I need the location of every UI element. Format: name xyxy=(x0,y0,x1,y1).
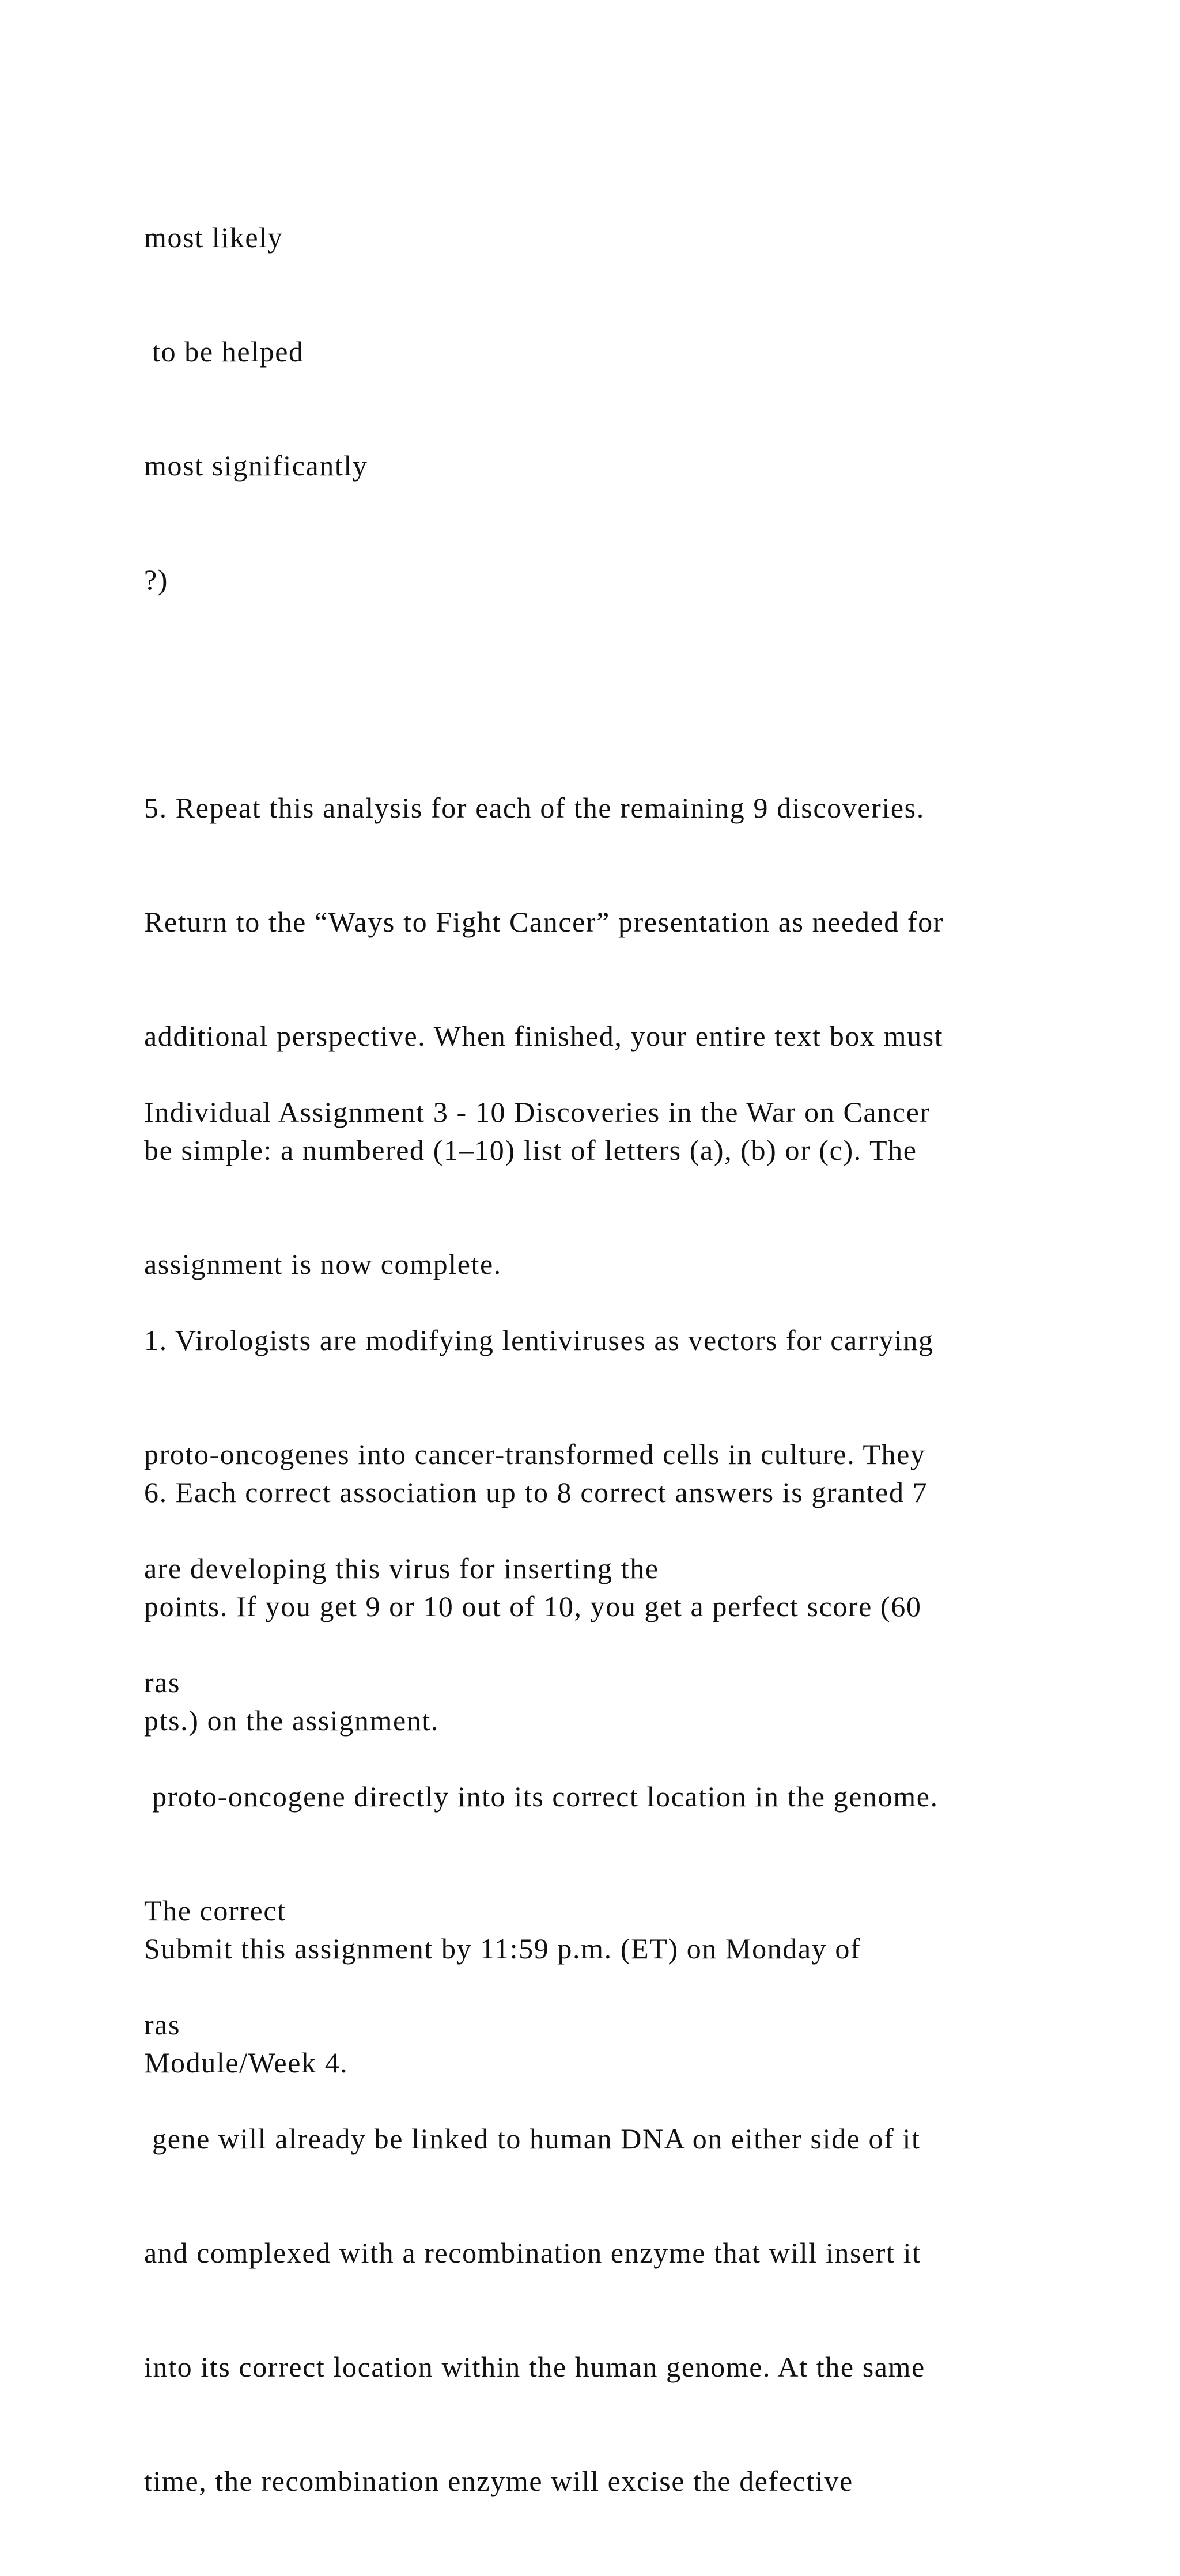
text-line: be simple: a numbered (1–10) list of letters (a), (b) or (c). The xyxy=(144,1134,917,1166)
text-line: are developing this virus for inserting the xyxy=(144,1552,659,1584)
text-line: Return to the “Ways to Fight Cancer” presentation as needed for xyxy=(144,906,944,938)
text-line: The correct xyxy=(144,1894,286,1927)
text-line: and complexed with a recombination enzyme that will insert it xyxy=(144,2237,921,2269)
text-line: proto-oncogene directly into its correct location in the genome. xyxy=(144,1780,939,1813)
blank-line xyxy=(144,1207,1124,1245)
text-line: assignment is now complete. xyxy=(144,1248,502,1280)
text-line: points. If you get 9 or 10 out of 10, you get a perfect score (60 xyxy=(144,1590,922,1622)
assignment-title: Individual Assignment 3 - 10 Discoveries in the War on Cancer xyxy=(144,1096,931,1128)
text-line: ?) xyxy=(144,563,169,596)
text-line: additional perspective. When finished, your entire text box must xyxy=(144,1020,944,1052)
text-line: pts.) on the assignment. xyxy=(144,1704,439,1737)
text-line: to be helped xyxy=(144,335,304,368)
blank-line xyxy=(144,675,1124,713)
text-line: Module/Week 4. xyxy=(144,2047,349,2079)
text-line: into its correct location within the human genome. At the same xyxy=(144,2351,925,2383)
text-line: time, the recombination enzyme will excise the defective xyxy=(144,2465,853,2497)
text-line: most likely xyxy=(144,221,283,254)
text-block-assignment xyxy=(144,1017,1124,2576)
text-line: ras xyxy=(144,1666,181,1699)
text-line: 5. Repeat this analysis for each of the remaining 9 discoveries. xyxy=(144,792,925,824)
text-line: most significantly xyxy=(144,449,368,482)
text-line: 1. Virologists are modifying lentiviruses as vectors for carrying xyxy=(144,1324,934,1356)
text-line: ras xyxy=(144,2008,181,2041)
text-line: Submit this assignment by 11:59 p.m. (ET) on Monday of xyxy=(144,1932,861,1965)
text-line: 6. Each correct association up to 8 correct answers is granted 7 xyxy=(144,1476,928,1508)
text-line: proto-oncogenes into cancer-transformed cells in culture. They xyxy=(144,1438,926,1470)
text-line: gene will already be linked to human DNA on either side of it xyxy=(144,2123,921,2155)
